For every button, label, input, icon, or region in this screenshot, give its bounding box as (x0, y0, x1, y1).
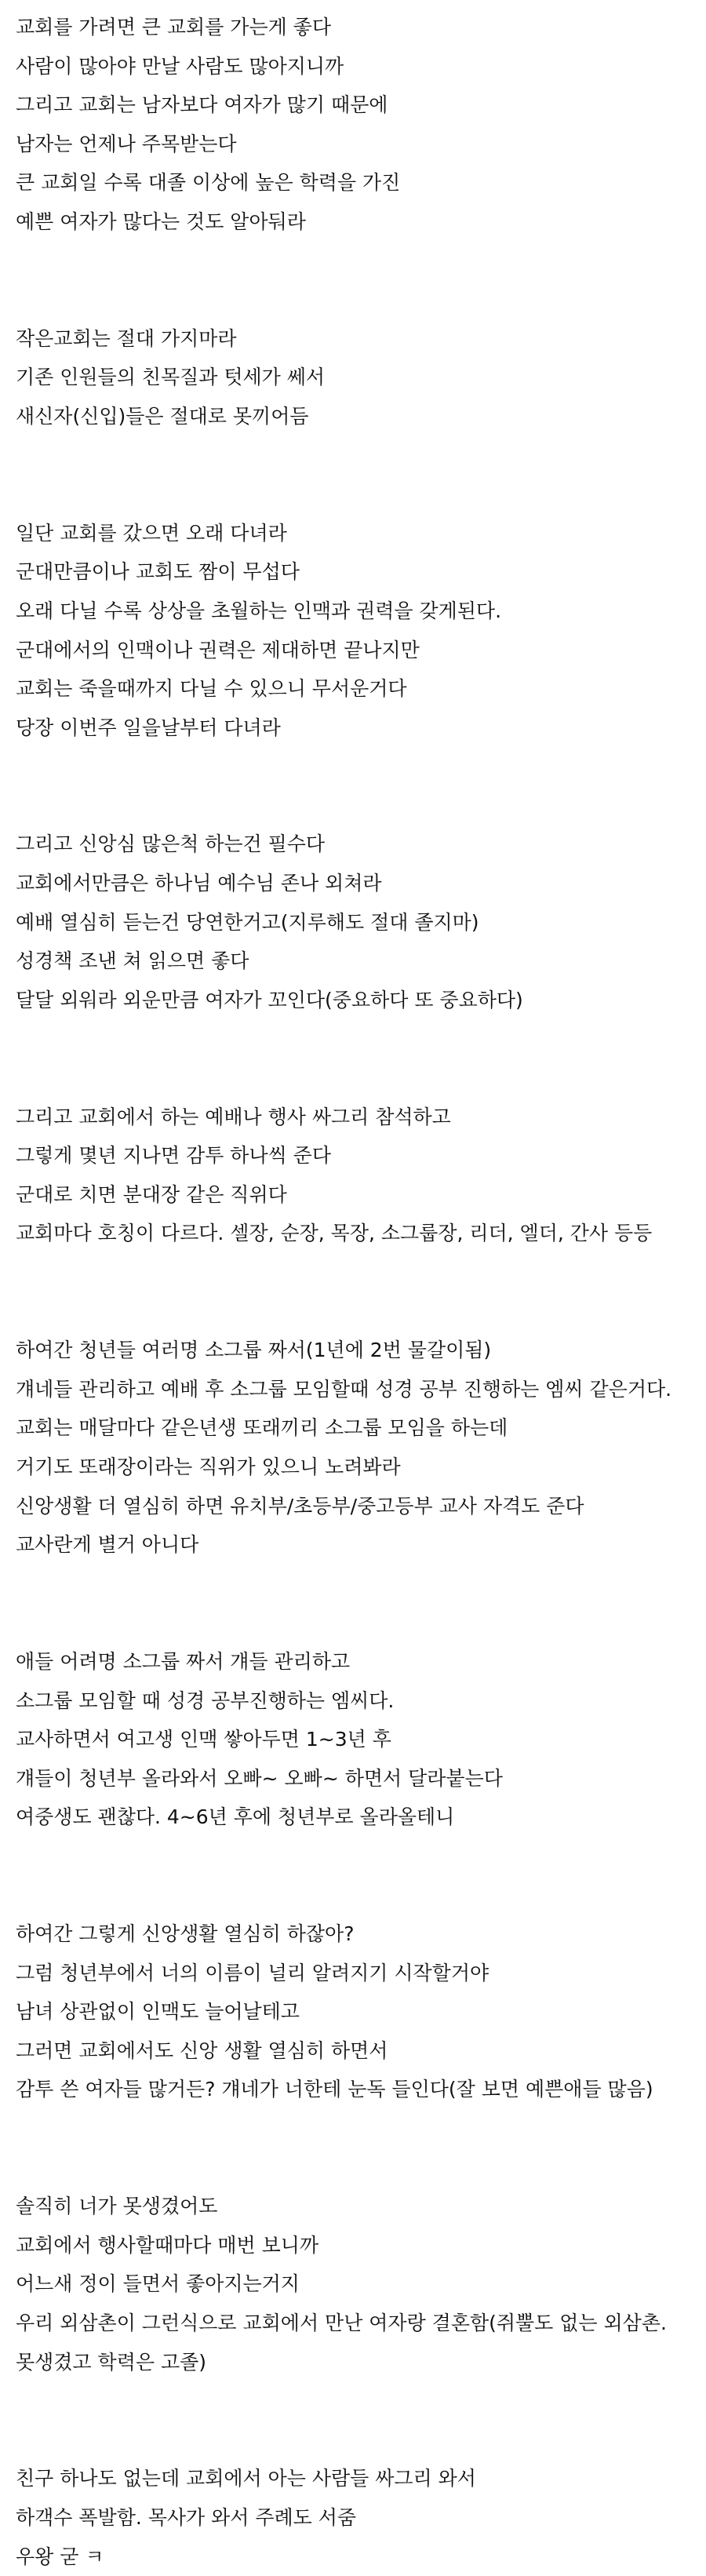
text-line: 신앙생활 더 열심히 하면 유치부/초등부/중고등부 교사 자격도 준다 (16, 1494, 584, 1518)
paragraph-7 (16, 1642, 690, 1837)
text-line: 일단 교회를 갔으면 오래 다녀라 (16, 521, 287, 545)
paragraph-10 (16, 2459, 690, 2576)
text-line: 소그룹 모임할 때 성경 공부진행하는 엠씨다. (16, 1689, 395, 1712)
paragraph-9 (16, 2187, 690, 2381)
text-line: 작은교회는 절대 가지마라 (16, 326, 237, 350)
text-line: 교회마다 호칭이 다르다. 셀장, 순장, 목장, 소그룹장, 리더, 엘더, 간사 등등 (16, 1222, 653, 1245)
text-line: 당장 이번주 일을날부터 다녀라 (16, 716, 281, 739)
text-line: 교회는 매달마다 같은년생 또래끼리 소그룹 모임을 하는데 (16, 1416, 508, 1440)
text-line: 교회를 가려면 큰 교회를 가는게 좋다 (16, 16, 331, 38)
text-line: 달달 외워라 외운만큼 여자가 꼬인다(중요하다 또 중요하다) (16, 988, 523, 1011)
paragraph-spacer (16, 2109, 690, 2187)
text-line: 새신자(신입)들은 절대로 못끼어듬 (16, 404, 309, 428)
text-line: 성경책 조낸 쳐 읽으면 좋다 (16, 949, 249, 973)
paragraph-spacer (16, 436, 690, 514)
text-line: 그리고 교회는 남자보다 여자가 많기 때문에 (16, 93, 388, 117)
text-line: 하여간 그렇게 신앙생활 열심히 하잖아? (16, 1922, 355, 1946)
text-line: 우왕 굳 ㅋ (16, 2545, 104, 2568)
text-line: 교회는 죽을때까지 다닐 수 있으니 무서운거다 (16, 677, 407, 701)
text-line: 군대로 치면 분대장 같은 직위다 (16, 1182, 287, 1206)
text-line: 걔들이 청년부 올라와서 오빠~ 오빠~ 하면서 달라붙는다 (16, 1766, 503, 1790)
text-line: 큰 교회일 수록 대졸 이상에 높은 학력을 가진 (16, 171, 401, 195)
paragraph-spacer (16, 2381, 690, 2459)
text-line: 우리 외삼촌이 그런식으로 교회에서 만난 여자랑 결혼함(쥐뿔도 없는 외삼촌. 못생겼고 학력은 고졸) (16, 2312, 667, 2374)
text-line: 교사하면서 여고생 인맥 쌓아두면 1~3년 후 (16, 1728, 391, 1751)
text-line: 여중생도 괜찮다. 4~6년 후에 청년부로 올라올테니 (16, 1805, 455, 1829)
text-line: 교사란게 별거 아니다 (16, 1533, 199, 1557)
text-line: 그렇게 몇년 지나면 감투 하나씩 준다 (16, 1144, 331, 1168)
text-line: 교회에서만큼은 하나님 예수님 존나 외쳐라 (16, 872, 382, 895)
paragraph-1 (16, 8, 690, 242)
text-line: 그럼 청년부에서 너의 이름이 널리 알려지기 시작할거야 (16, 1961, 489, 1984)
paragraph-6 (16, 1331, 690, 1565)
text-line: 그리고 교회에서 하는 예배나 행사 싸그리 참석하고 (16, 1105, 451, 1128)
text-line: 하객수 폭발함. 목사가 와서 주례도 서줌 (16, 2506, 357, 2529)
paragraph-8 (16, 1915, 690, 2109)
text-line: 그리고 신앙심 많은척 하는건 필수다 (16, 833, 326, 856)
text-line: 남녀 상관없이 인맥도 늘어날테고 (16, 2000, 300, 2024)
paragraph-spacer (16, 242, 690, 319)
paragraph-spacer (16, 1837, 690, 1915)
text-line: 어느새 정이 들면서 좋아지는거지 (16, 2272, 300, 2296)
text-line: 예쁜 여자가 많다는 것도 알아둬라 (16, 210, 306, 233)
paragraph-2 (16, 319, 690, 436)
text-line: 오래 다닐 수록 상상을 초월하는 인맥과 권력을 갖게된다. (16, 599, 502, 622)
text-line: 친구 하나도 없는데 교회에서 아는 사람들 싸그리 와서 (16, 2467, 476, 2490)
text-line: 교회에서 행사할때마다 매번 보니까 (16, 2233, 319, 2257)
text-line: 솔직히 너가 못생겼어도 (16, 2195, 218, 2218)
text-line: 사람이 많아야 만날 사람도 많아지니까 (16, 54, 344, 78)
text-line: 그러면 교회에서도 신앙 생활 열심히 하면서 (16, 2039, 388, 2062)
text-line: 기존 인원들의 친목질과 텃세가 쎄서 (16, 366, 326, 389)
text-line: 예배 열심히 듣는건 당연한거고(지루해도 절대 졸지마) (16, 910, 479, 934)
paragraph-spacer (16, 747, 690, 825)
text-line: 거기도 또래장이라는 직위가 있으니 노려봐라 (16, 1455, 401, 1478)
paragraph-spacer (16, 1565, 690, 1642)
text-line: 하여간 청년들 여러명 소그룹 짜서(1년에 2번 물갈이됨) (16, 1339, 492, 1362)
text-line: 군대만큼이나 교회도 짬이 무섭다 (16, 560, 300, 584)
text-line: 걔네들 관리하고 예배 후 소그룹 모임할때 성경 공부 진행하는 엠씨 같은거다. (16, 1377, 672, 1401)
text-line: 남자는 언제나 주목받는다 (16, 132, 237, 155)
text-line: 애들 어려명 소그룹 짜서 걔들 관리하고 (16, 1649, 351, 1673)
paragraph-5 (16, 1098, 690, 1253)
text-line: 군대에서의 인맥이나 권력은 제대하면 끝나지만 (16, 638, 420, 661)
paragraph-spacer (16, 1019, 690, 1097)
paragraph-3 (16, 514, 690, 748)
paragraph-4 (16, 825, 690, 1019)
paragraph-spacer (16, 1253, 690, 1331)
text-line: 감투 쓴 여자들 많거든? 걔네가 너한테 눈독 들인다(잘 보면 예쁜애들 많음) (16, 2078, 653, 2101)
